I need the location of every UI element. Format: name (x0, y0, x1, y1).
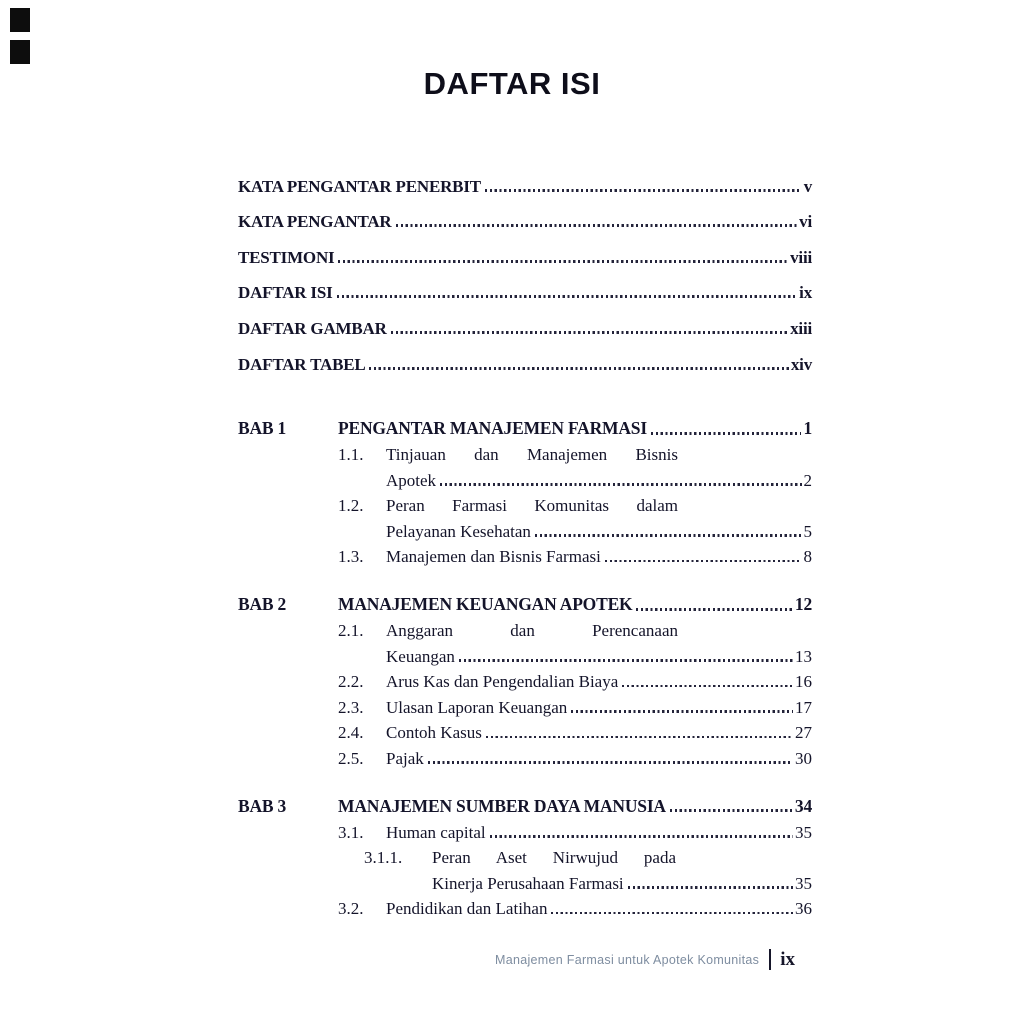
dot-leader (636, 608, 792, 611)
scan-artifact-mark (10, 40, 30, 64)
toc-entry-number: 2.4. (338, 723, 364, 743)
toc-entry-line (338, 742, 812, 768)
front-matter-entry-page: vi (799, 212, 812, 232)
chapter-label: BAB 2 (238, 594, 287, 615)
toc-entry-text: Ulasan Laporan Keuangan (386, 697, 568, 717)
chapter-block (238, 791, 812, 919)
dot-leader (485, 189, 802, 192)
toc-entry-number: 3.1. (338, 822, 364, 842)
front-matter-entry (238, 267, 812, 303)
toc-entry (338, 893, 812, 919)
front-matter-entry (238, 302, 812, 338)
toc-entry-page: 17 (795, 697, 812, 717)
footer-page-number: ix (780, 949, 795, 970)
toc-entry (338, 615, 812, 666)
front-matter-entry-page: viii (790, 247, 812, 267)
toc-entry-line1 (338, 439, 812, 465)
chapter-title: PENGANTAR MANAJEMEN FARMASI (338, 418, 647, 439)
toc-entry-page: 2 (803, 470, 812, 490)
toc-entry-number: 3.2. (338, 899, 364, 919)
toc-entry-line2 (338, 640, 812, 666)
toc-entry-number: 2.1. (338, 621, 364, 641)
dot-leader (628, 886, 793, 889)
dot-leader (428, 761, 793, 764)
chapter-page: 12 (794, 594, 812, 615)
toc-entry-text-continued: Apotek (386, 470, 437, 490)
front-matter-entry-label: KATA PENGANTAR (238, 212, 392, 232)
toc-entry-text: Human capital (386, 822, 486, 842)
toc-entry-line1 (338, 490, 812, 516)
chapter-title: MANAJEMEN KEUANGAN APOTEK (338, 594, 633, 615)
table-of-contents (238, 160, 812, 918)
dot-leader (535, 534, 802, 537)
dot-leader (670, 809, 793, 812)
front-matter-entry-page: ix (799, 283, 812, 303)
toc-entry-text: Contoh Kasus (386, 723, 482, 743)
scan-artifact-mark (10, 8, 30, 32)
chapter-page: 1 (803, 418, 812, 439)
toc-entry (338, 742, 812, 768)
dot-leader (338, 260, 788, 263)
front-matter-list (238, 160, 812, 374)
toc-entry-page: 8 (803, 547, 812, 567)
dot-leader (337, 295, 798, 298)
toc-entry-number: 2.2. (338, 672, 364, 692)
toc-entry (338, 490, 812, 541)
dot-leader (486, 736, 793, 739)
dot-leader (622, 685, 793, 688)
front-matter-entry-label: TESTIMONI (238, 247, 335, 267)
toc-entry-text-continued: Kinerja Perusahaan Farmasi (432, 873, 624, 893)
toc-entry (338, 717, 812, 743)
toc-entry-page: 16 (795, 672, 812, 692)
toc-entry-line (338, 666, 812, 692)
toc-entry-page: 35 (795, 822, 812, 842)
toc-entry-page: 27 (795, 723, 812, 743)
toc-entry-number: 2.3. (338, 697, 364, 717)
chapter-entries (338, 816, 812, 918)
front-matter-entry (238, 160, 812, 196)
toc-entry-text: Arus Kas dan Pengendalian Biaya (386, 672, 619, 692)
toc-entry-text: Peran Farmasi Komunitas dalam (386, 496, 678, 516)
front-matter-entry (238, 231, 812, 267)
toc-entry-line (338, 541, 812, 567)
front-matter-entry-label: DAFTAR GAMBAR (238, 318, 387, 338)
toc-entry-number: 3.1.1. (364, 848, 403, 868)
dot-leader (391, 331, 788, 334)
chapter-block (238, 413, 812, 566)
toc-entry (338, 842, 812, 893)
dot-leader (459, 659, 793, 662)
toc-entry-text: Manajemen dan Bisnis Farmasi (386, 547, 601, 567)
toc-entry-text-continued: Pelayanan Kesehatan (386, 521, 531, 541)
chapter-label: BAB 1 (238, 418, 287, 439)
toc-entry-number: 1.2. (338, 496, 364, 516)
toc-entry (338, 816, 812, 842)
front-matter-entry-page: v (803, 176, 812, 196)
front-matter-entry-page: xiv (790, 354, 812, 374)
toc-entry-text: Pendidikan dan Latihan (386, 899, 548, 919)
toc-entry-page: 36 (795, 899, 812, 919)
chapter-entries (338, 615, 812, 768)
toc-entry-page: 13 (795, 646, 812, 666)
toc-entry-line (338, 691, 812, 717)
chapter-entries (338, 439, 812, 567)
footer-separator (769, 949, 771, 970)
front-matter-entry (238, 338, 812, 374)
toc-entry-line2 (338, 464, 812, 490)
front-matter-entry-label: KATA PENGANTAR PENERBIT (238, 176, 481, 196)
front-matter-entry-label: DAFTAR ISI (238, 283, 333, 303)
chapter-heading (238, 589, 812, 615)
toc-entry-page: 5 (803, 521, 812, 541)
toc-entry-number: 1.1. (338, 445, 364, 465)
page-footer (495, 949, 795, 970)
dot-leader (551, 912, 793, 915)
dot-leader (605, 560, 802, 563)
toc-entry-number: 2.5. (338, 748, 364, 768)
toc-entry-line2 (364, 867, 812, 893)
toc-entry-text: Peran Aset Nirwujud pada (432, 848, 676, 868)
dot-leader (369, 367, 788, 370)
toc-entry-page: 30 (795, 748, 812, 768)
chapter-heading (238, 791, 812, 817)
dot-leader (490, 835, 793, 838)
front-matter-entry (238, 196, 812, 232)
toc-entry-text: Tinjauan dan Manajemen Bisnis (386, 445, 678, 465)
toc-entry (338, 541, 812, 567)
chapter-block (238, 589, 812, 768)
toc-entry-line (338, 816, 812, 842)
front-matter-entry-label: DAFTAR TABEL (238, 354, 366, 374)
chapter-page: 34 (794, 795, 812, 816)
toc-entry-line1 (338, 615, 812, 641)
dot-leader (651, 432, 802, 435)
toc-entry-line1 (364, 842, 812, 868)
toc-entry-line (338, 893, 812, 919)
toc-entry-number: 1.3. (338, 547, 364, 567)
toc-entry-page: 35 (795, 873, 812, 893)
chapter-heading (238, 413, 812, 439)
toc-entry (338, 439, 812, 490)
toc-entry-text-continued: Keuangan (386, 646, 455, 666)
chapter-list (238, 413, 812, 918)
dot-leader (440, 483, 801, 486)
chapter-label: BAB 3 (238, 795, 287, 816)
footer-book-title: Manajemen Farmasi untuk Apotek Komunitas (495, 952, 760, 967)
dot-leader (571, 710, 793, 713)
toc-entry-line (338, 717, 812, 743)
toc-entry (338, 691, 812, 717)
toc-entry (338, 666, 812, 692)
toc-entry-line2 (338, 515, 812, 541)
page-title: DAFTAR ISI (423, 66, 601, 101)
toc-entry-text: Anggaran dan Perencanaan (386, 621, 678, 641)
toc-entry-text: Pajak (386, 748, 424, 768)
dot-leader (396, 224, 798, 227)
chapter-title: MANAJEMEN SUMBER DAYA MANUSIA (338, 795, 666, 816)
front-matter-entry-page: xiii (790, 318, 812, 338)
